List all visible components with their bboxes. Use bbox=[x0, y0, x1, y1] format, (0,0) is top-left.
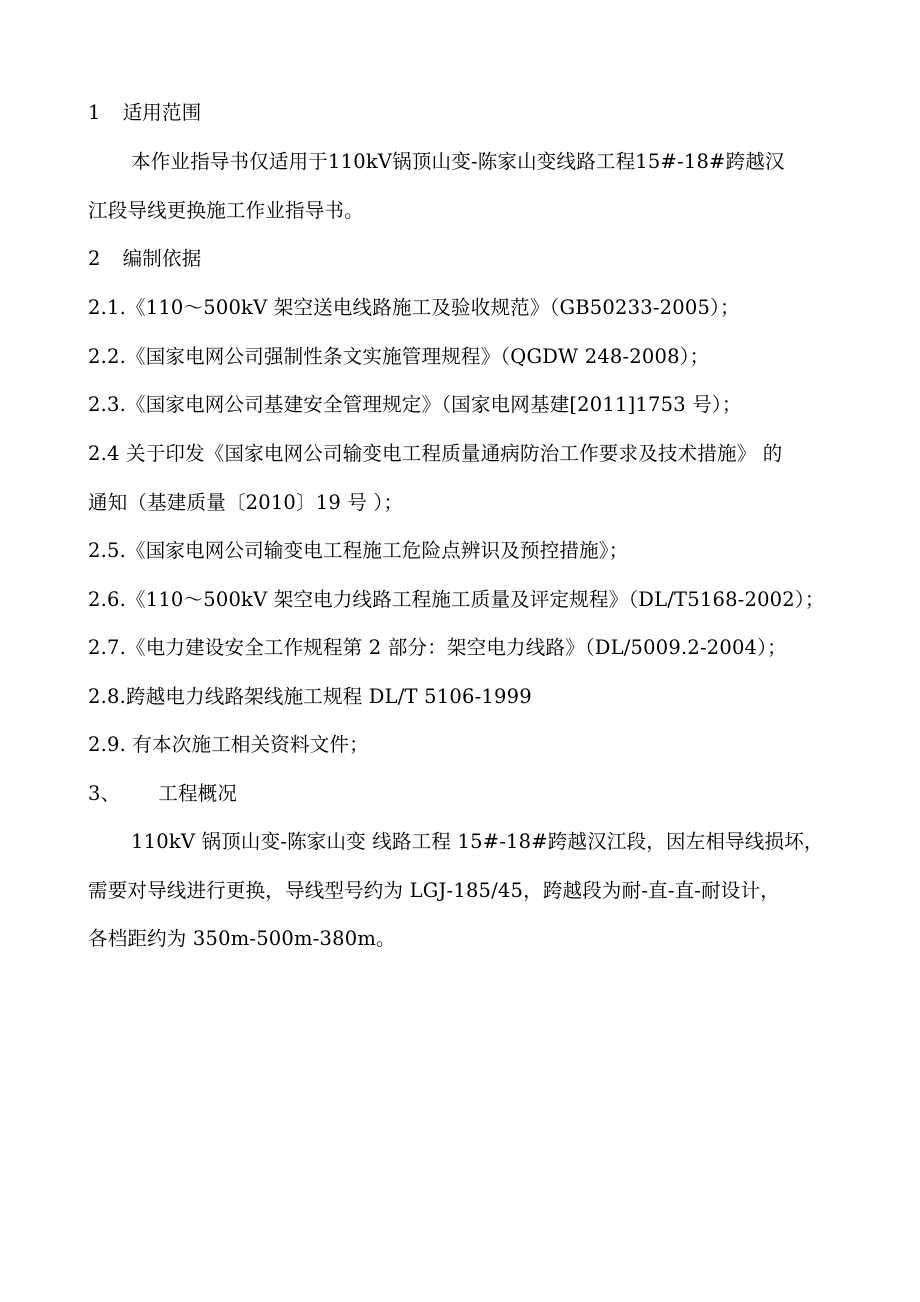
reference-item-2-5: 2.5.《国家电网公司输变电工程施工危险点辨识及预控措施》； bbox=[88, 539, 629, 562]
reference-item-2-2: 2.2.《国家电网公司强制性条文实施管理规程》（QGDW 248-2008）； bbox=[88, 345, 710, 368]
reference-item-2-4-line-2: 通知（基建质量〔2010〕19 号 ）； bbox=[88, 491, 404, 514]
section-1-heading bbox=[88, 101, 201, 125]
section-2-number: 2 bbox=[88, 247, 101, 270]
section-3-paragraph-line-3: 各档距约为 350m-500m-380m。 bbox=[88, 927, 396, 950]
reference-item-2-3: 2.3.《国家电网公司基建安全管理规定》（国家电网基建[2011]1753 号）； bbox=[88, 393, 742, 416]
section-3-paragraph-line-1: 110kV 锅顶山变-陈家山变 线路工程 15#-18#跨越汉江段，因左相导线损坏， bbox=[131, 830, 824, 853]
section-1-number: 1 bbox=[88, 101, 101, 124]
reference-item-2-6: 2.6.《110～500kV 架空电力线路工程施工质量及评定规程》（DL/T5168-2002）； bbox=[88, 588, 825, 611]
reference-item-2-1: 2.1.《110～500kV 架空送电线路施工及验收规范》（GB50233-2005）； bbox=[88, 296, 740, 319]
section-1-title: 适用范围 bbox=[122, 101, 202, 124]
section-3-title: 工程概况 bbox=[158, 782, 238, 805]
reference-item-2-9: 2.9. 有本次施工相关资料文件； bbox=[88, 733, 369, 756]
reference-item-2-8: 2.8.跨越电力线路架线施工规程 DL/T 5106-1999 bbox=[88, 685, 532, 708]
section-3-paragraph-line-2: 需要对导线进行更换，导线型号约为 LGJ-185/45，跨越段为耐-直-直-耐设计， bbox=[88, 879, 780, 902]
section-1-paragraph-line-1: 本作业指导书仅适用于110kV锅顶山变-陈家山变线路工程15#-18#跨越汉 bbox=[131, 150, 785, 173]
section-2-title: 编制依据 bbox=[122, 247, 202, 270]
section-2-heading bbox=[88, 247, 201, 271]
section-1-paragraph-line-2: 江段导线更换施工作业指导书。 bbox=[88, 199, 364, 222]
section-3-number: 3、 bbox=[88, 782, 121, 805]
reference-item-2-4-line-1: 2.4 关于印发《国家电网公司输变电工程质量通病防治工作要求及技术措施》 的 bbox=[88, 442, 783, 465]
section-3-heading bbox=[88, 782, 237, 806]
reference-item-2-7: 2.7.《电力建设安全工作规程第 2 部分：架空电力线路》（DL/5009.2-2004）； bbox=[88, 636, 787, 659]
